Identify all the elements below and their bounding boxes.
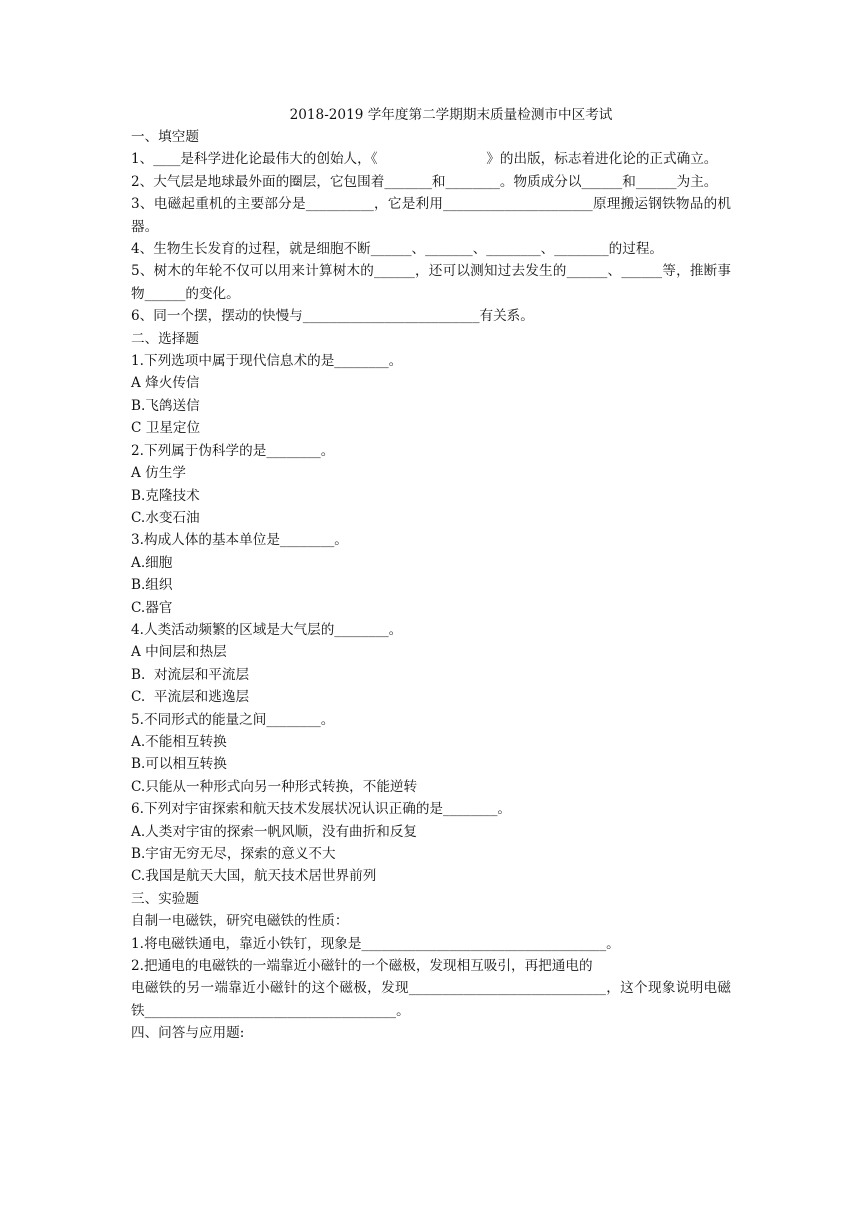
choice-option: A.细胞 (131, 554, 173, 571)
fill-in-question: 3、电磁起重机的主要部分是__________，它是利用______________________原理搬运钢铁物品的机器。 (131, 196, 731, 235)
choice-option: C.只能从一种形式向另一种形式转换，不能逆转 (131, 778, 418, 795)
fill-in-question: 2、大气层是地球最外面的圈层，它包围着_______和________。物质成分以______和______为主。 (131, 173, 718, 190)
choice-option: A 中间层和热层 (131, 644, 227, 661)
fill-in-question: 5、树木的年轮不仅可以用来计算树木的______，还可以测知过去发生的______、______等，推断事物______的变化。 (131, 263, 731, 302)
choice-option: C.器官 (131, 599, 173, 616)
experiment-intro: 自制一电磁铁，研究电磁铁的性质： (131, 913, 349, 930)
experiment-question: 1.将电磁铁通电，靠近小铁钉，现象是____________________________________。 (131, 935, 620, 952)
document-title: 2018-2019 学年度第二学期期末质量检测市中区考试 (289, 107, 613, 123)
choice-option: A 烽火传信 (131, 375, 200, 392)
choice-option: C.水变石油 (131, 509, 200, 526)
section-heading-multiple-choice: 二、选择题 (131, 330, 199, 347)
choice-option: C 卫星定位 (131, 420, 201, 437)
choice-option: A 仿生学 (131, 465, 186, 482)
experiment-question-continued: 电磁铁的另一端靠近小磁针的这个磁极，发现_____________________________，这个现象说明电磁铁_____________________________________。 (131, 980, 731, 1019)
document-body (131, 104, 731, 1045)
choice-option: B.克隆技术 (131, 487, 200, 504)
choice-question: 1.下列选项中属于现代信息术的是________。 (131, 353, 403, 370)
choice-question: 4.人类活动频繁的区域是大气层的________。 (131, 621, 403, 638)
fill-in-question: 4、生物生长发育的过程，就是细胞不断______、_______、________、________的过程。 (131, 241, 664, 258)
choice-question: 6.下列对宇宙探索和航天技术发展状况认识正确的是________。 (131, 801, 511, 818)
fill-in-question: 1、____是科学进化论最伟大的创始人，《 》的出版，标志着进化论的正式确立。 (131, 151, 718, 168)
section-heading-qa: 四、问答与应用题: (131, 1025, 245, 1042)
choice-option: B.宇宙无穷无尽，探索的意义不大 (131, 846, 336, 862)
choice-option: A.不能相互转换 (131, 733, 227, 750)
choice-option: B.飞鸽送信 (131, 397, 200, 414)
choice-option: A.人类对宇宙的探索一帆风顺，没有曲折和反复 (131, 823, 418, 840)
choice-option: B.可以相互转换 (131, 756, 227, 773)
choice-option: B. 对流层和平流层 (131, 666, 250, 683)
choice-question: 5.不同形式的能量之间________。 (131, 711, 335, 728)
experiment-question: 2.把通电的电磁铁的一端靠近小磁针的一个磁极，发现相互吸引，再把通电的 (131, 958, 593, 975)
choice-option: C.我国是航天大国，航天技术居世界前列 (131, 868, 377, 885)
choice-option: B.组织 (131, 577, 173, 594)
choice-question: 2.下列属于伪科学的是________。 (131, 442, 335, 459)
choice-question: 3.构成人体的基本单位是________。 (131, 532, 348, 549)
fill-in-question: 6、同一个摆，摆动的快慢与__________________________有关系。 (131, 308, 534, 325)
choice-option: C. 平流层和逃逸层 (131, 689, 250, 706)
section-heading-experiment: 三、实验题 (131, 890, 199, 907)
section-heading-fill-in: 一、填空题 (131, 129, 199, 145)
